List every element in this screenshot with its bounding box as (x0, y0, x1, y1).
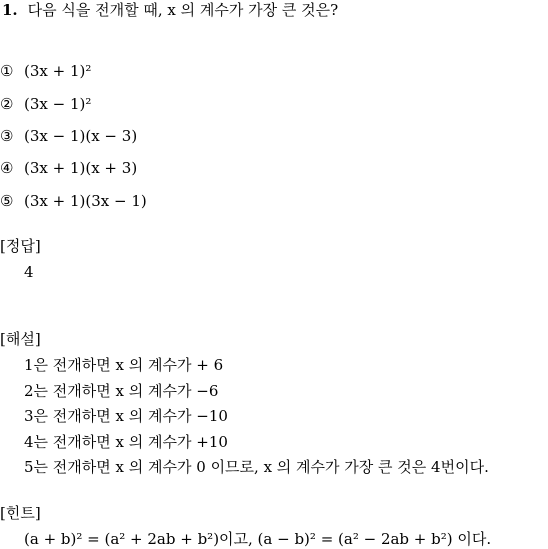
explanation-line-2: 2는 전개하면 x 의 계수가 −6 (24, 382, 219, 400)
choice-expression: (3x + 1)(x + 3) (24, 159, 138, 177)
explanation-line-4: 4는 전개하면 x 의 계수가 +10 (24, 433, 228, 451)
explanation-line-1: 1은 전개하면 x 의 계수가 + 6 (24, 356, 224, 374)
choice-expression: (3x + 1)(3x − 1) (24, 192, 147, 210)
explanation-label: [해설] (0, 330, 41, 348)
choice-expression: (3x − 1)² (24, 95, 92, 113)
answer-value: 4 (24, 263, 34, 281)
hint-label: [힌트] (0, 504, 41, 522)
question-number: 1. (2, 1, 18, 19)
choice-expression: (3x − 1)(x − 3) (24, 127, 138, 145)
answer-label: [정답] (0, 237, 41, 255)
choice-expression: (3x + 1)² (24, 62, 92, 80)
explanation-line-3: 3은 전개하면 x 의 계수가 −10 (24, 407, 228, 425)
choice-2 (0, 94, 91, 114)
choice-mark: ⑤ (0, 192, 14, 210)
hint-text: (a + b)² = (a² + 2ab + b²)이고, (a − b)² = (a² − 2ab + b²) 이다. (24, 530, 492, 548)
choice-mark: ① (0, 62, 14, 80)
explanation-line-5: 5는 전개하면 x 의 계수가 0 이므로, x 의 계수가 가장 큰 것은 4번이다. (24, 458, 489, 476)
choice-mark: ② (0, 95, 14, 113)
choice-mark: ④ (0, 159, 14, 177)
choice-4 (0, 158, 137, 178)
choice-3 (0, 126, 137, 146)
choice-1 (0, 61, 91, 81)
choice-mark: ③ (0, 127, 14, 145)
question-header (2, 0, 338, 20)
choice-5 (0, 191, 147, 211)
question-text: 다음 식을 전개할 때, x 의 계수가 가장 큰 것은? (27, 1, 339, 19)
